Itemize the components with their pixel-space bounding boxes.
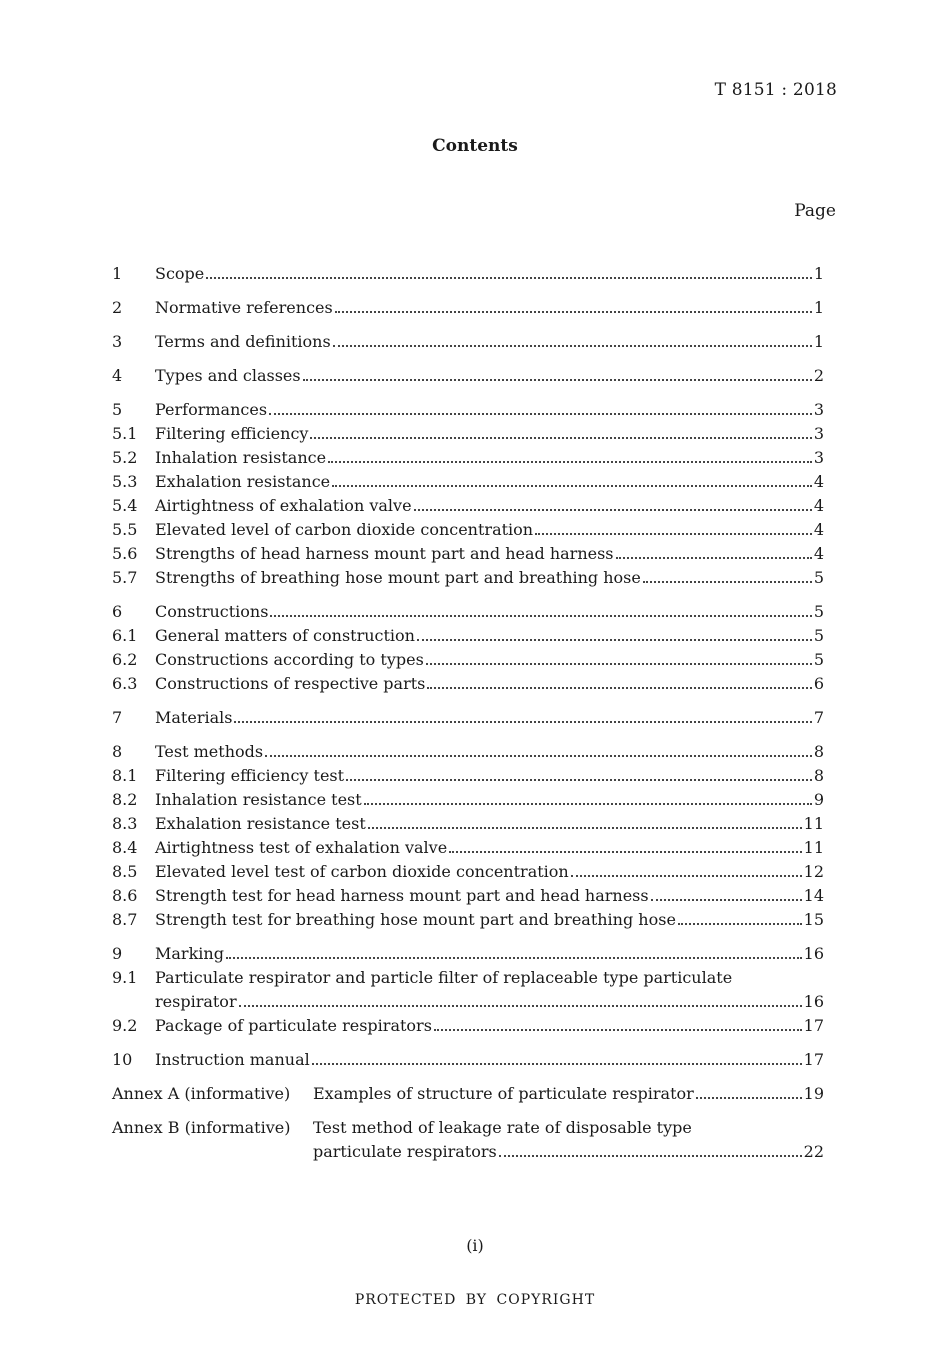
toc-entry-number: 5.5 [112,520,138,539]
dot-leader [239,1005,802,1007]
toc-entry[interactable] [112,494,824,518]
toc-entry[interactable] [112,262,824,286]
toc-entry-page: 4 [813,544,824,563]
toc-entry-number: 5.1 [112,424,138,443]
page-number: (i) [466,1236,484,1255]
dot-leader [417,639,812,641]
toc-entry-title: Particulate respirator and particle filter of replaceable type particulate [155,968,733,987]
toc-entry-page: 1 [813,332,824,351]
toc-entry-title: Filtering efficiency test [155,766,345,785]
toc-entry[interactable] [112,542,824,566]
toc-entry-title-continued: respirator [155,992,237,1011]
toc-entry-title: General matters of construction [155,626,415,645]
toc-entry-page: 6 [813,674,824,693]
toc-entry-number: 6.1 [112,626,138,645]
annex-entry-continuation[interactable] [112,1140,824,1164]
dot-leader [499,1155,802,1157]
dot-leader [364,803,812,805]
dot-leader [427,687,811,689]
annex-label: Annex B (informative) [112,1118,291,1137]
toc-entry-number: 2 [112,298,123,317]
toc-entry[interactable] [112,518,824,542]
toc-entry[interactable] [112,1014,824,1038]
toc-entry-title: Strength test for head harness mount part and head harness [155,886,649,905]
dot-leader [333,345,812,347]
toc-entry-number: 3 [112,332,123,351]
toc-entry[interactable] [112,740,824,764]
toc-entry-page: 16 [803,992,824,1011]
dot-leader [270,615,811,617]
toc-entry-page: 11 [803,838,824,857]
toc-entry[interactable] [112,296,824,320]
toc-entry-title: Instruction manual [155,1050,310,1069]
toc-entry-number: 1 [112,264,123,283]
toc-entry-page: 5 [813,650,824,669]
toc-entry-page: 17 [803,1050,824,1069]
standard-number: T 8151 : 2018 [714,80,837,100]
annex-page: 19 [803,1084,824,1103]
toc-entry-page: 11 [803,814,824,833]
toc-entry[interactable] [112,966,824,990]
toc-entry-title: Airtightness test of exhalation valve [155,838,448,857]
toc-entry[interactable] [112,788,824,812]
toc-entry[interactable] [112,470,824,494]
toc-entry[interactable] [112,330,824,354]
dot-leader [269,413,812,415]
dot-leader [335,311,812,313]
toc-entry-page: 5 [813,568,824,587]
toc-entry-number: 8.1 [112,766,138,785]
toc-entry-title: Constructions of respective parts [155,674,426,693]
dot-leader [312,1063,802,1065]
copyright-notice: PROTECTED BY COPYRIGHT [354,1292,596,1308]
toc-entry-number: 5.3 [112,472,138,491]
toc-entry-number: 8.4 [112,838,138,857]
toc-entry[interactable] [112,624,824,648]
toc-entry-title: Constructions according to types [155,650,424,669]
toc-entry[interactable] [112,1048,824,1072]
toc-entry-title: Performances [155,400,268,419]
dot-leader [449,851,801,853]
toc-entry-title: Materials [155,708,233,727]
toc-entry-page: 9 [813,790,824,809]
toc-entry[interactable] [112,398,824,422]
toc-entry-title: Elevated level of carbon dioxide concentration [155,520,534,539]
dot-leader [346,779,812,781]
toc-entry[interactable] [112,942,824,966]
toc-entry-page: 3 [813,448,824,467]
dot-leader [368,827,802,829]
toc-entry-title: Constructions [155,602,269,621]
toc-entry-page: 2 [813,366,824,385]
toc-entry-page: 5 [813,626,824,645]
dot-leader [651,899,802,901]
dot-leader [234,721,811,723]
toc-entry[interactable] [112,648,824,672]
toc-entry-page: 16 [803,944,824,963]
dot-leader [265,755,812,757]
toc-entry-page: 8 [813,766,824,785]
toc-entry[interactable] [112,422,824,446]
toc-entry[interactable] [112,812,824,836]
dot-leader [696,1097,802,1099]
toc-entry-title: Inhalation resistance [155,448,327,467]
toc-entry-number: 5.4 [112,496,138,515]
toc-entry[interactable] [112,764,824,788]
contents-title: Contents [432,136,518,156]
dot-leader [426,663,812,665]
toc-entry-continuation[interactable] [112,990,824,1014]
toc-entry[interactable] [112,860,824,884]
toc-entry[interactable] [112,600,824,624]
dot-leader [643,581,812,583]
toc-entry-page: 12 [803,862,824,881]
toc-entry-number: 5.7 [112,568,138,587]
toc-entry-number: 6.3 [112,674,138,693]
toc-entry[interactable] [112,566,824,590]
dot-leader [616,557,812,559]
dot-leader [535,533,812,535]
toc-entry-title: Strength test for breathing hose mount part and breathing hose [155,910,676,929]
toc-entry-title: Filtering efficiency [155,424,309,443]
toc-entry-number: 8.2 [112,790,138,809]
toc-entry-page: 1 [813,264,824,283]
dot-leader [332,485,812,487]
toc-entry-number: 8 [112,742,123,761]
toc-entry-number: 9 [112,944,123,963]
toc-entry-title: Types and classes [155,366,301,385]
dot-leader [303,379,812,381]
toc-entry-page: 8 [813,742,824,761]
page-column-label: Page [794,201,836,221]
toc-entry-number: 6 [112,602,123,621]
toc-entry-title: Scope [155,264,205,283]
toc-entry-page: 4 [813,472,824,491]
dot-leader [206,277,812,279]
toc-entry[interactable] [112,446,824,470]
toc-entry-number: 8.3 [112,814,138,833]
dot-leader [328,461,812,463]
toc-entry-title: Exhalation resistance test [155,814,366,833]
toc-entry-title: Marking [155,944,224,963]
annex-title: Test method of leakage rate of disposable type [313,1118,692,1137]
toc-entry-number: 9.1 [112,968,138,987]
toc-entry-page: 3 [813,400,824,419]
toc-entry-title: Airtightness of exhalation valve [155,496,412,515]
toc-entry-page: 7 [813,708,824,727]
toc-entry-page: 4 [813,520,824,539]
dot-leader [414,509,812,511]
dot-leader [678,923,802,925]
toc-entry-number: 8.6 [112,886,138,905]
toc-entry-number: 8.5 [112,862,138,881]
toc-entry-number: 7 [112,708,123,727]
toc-entry[interactable] [112,706,824,730]
toc-entry-title: Inhalation resistance test [155,790,362,809]
annex-title: Examples of structure of particulate respirator [313,1084,694,1103]
toc-entry-number: 8.7 [112,910,138,929]
toc-entry-title: Strengths of head harness mount part and head harness [155,544,614,563]
annex-label: Annex A (informative) [112,1084,291,1103]
toc-entry-page: 3 [813,424,824,443]
annex-entry[interactable] [112,1082,824,1106]
toc-entry[interactable] [112,364,824,388]
toc-entry-title: Test methods [155,742,264,761]
dot-leader [434,1029,802,1031]
toc-entry-number: 5.6 [112,544,138,563]
toc-entry-title: Normative references [155,298,333,317]
toc-entry-number: 10 [112,1050,133,1069]
table-of-contents [112,262,824,1164]
annex-page: 22 [803,1142,824,1161]
dot-leader [226,957,802,959]
toc-entry-number: 6.2 [112,650,138,669]
toc-entry-number: 9.2 [112,1016,138,1035]
toc-entry[interactable] [112,836,824,860]
toc-entry[interactable] [112,672,824,696]
toc-entry-page: 1 [813,298,824,317]
dot-leader [571,875,802,877]
toc-entry-page: 15 [803,910,824,929]
toc-entry-title: Elevated level test of carbon dioxide concentration [155,862,569,881]
toc-entry-title: Package of particulate respirators [155,1016,432,1035]
toc-entry-number: 5.2 [112,448,138,467]
dot-leader [310,437,811,439]
toc-entry[interactable] [112,908,824,932]
toc-entry-title: Terms and definitions [155,332,331,351]
toc-entry-number: 4 [112,366,123,385]
annex-entry[interactable] [112,1116,824,1140]
toc-entry-number: 5 [112,400,123,419]
toc-entry-title: Strengths of breathing hose mount part and breathing hose [155,568,641,587]
toc-entry[interactable] [112,884,824,908]
toc-entry-page: 5 [813,602,824,621]
toc-entry-title: Exhalation resistance [155,472,331,491]
toc-entry-page: 14 [803,886,824,905]
toc-entry-page: 4 [813,496,824,515]
annex-title-continued: particulate respirators [313,1142,497,1161]
toc-entry-page: 17 [803,1016,824,1035]
